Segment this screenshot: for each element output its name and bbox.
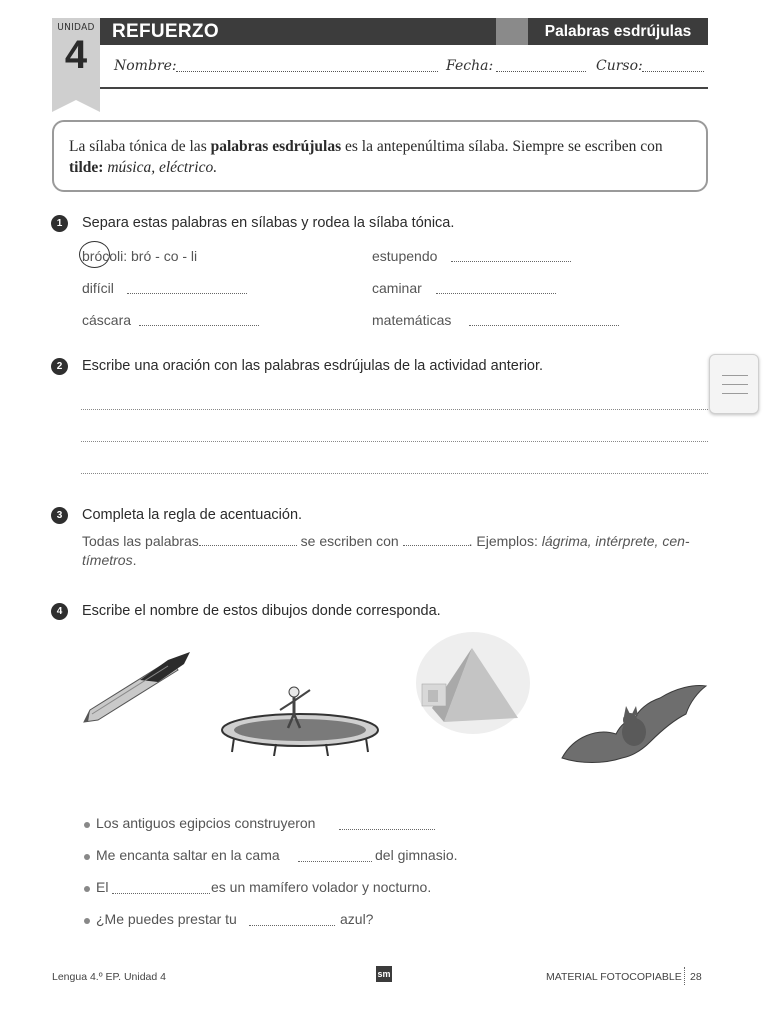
header-rule — [100, 87, 708, 89]
topic-title: Palabras esdrújulas — [528, 18, 708, 45]
example-word: brócoli: bró - co - li — [82, 248, 198, 264]
answer-blank-caminar[interactable] — [436, 293, 556, 294]
publisher-logo: sm — [376, 966, 392, 982]
menu-line — [722, 384, 748, 385]
exercise-1-title: Separa estas palabras en sílabas y rodea la sílaba tónica. — [82, 215, 455, 231]
sentence-3-start: El — [96, 879, 109, 895]
sentence-4-blank[interactable] — [249, 925, 335, 926]
exercise-2-number: 2 — [51, 358, 68, 375]
course-field[interactable] — [642, 71, 704, 72]
word-dificil: difícil — [82, 280, 114, 296]
trampoline-drawing — [216, 684, 384, 756]
bullet — [84, 918, 90, 924]
rule-blank-2[interactable] — [403, 534, 469, 546]
date-label: Fecha: — [446, 58, 494, 74]
answer-blank-estupendo[interactable] — [451, 261, 571, 262]
bullet — [84, 854, 90, 860]
word-estupendo: estupendo — [372, 248, 438, 264]
sentence-1-blank[interactable] — [339, 829, 435, 830]
date-field[interactable] — [496, 71, 586, 72]
page-number: 28 — [690, 971, 702, 983]
answer-blank-cascara[interactable] — [139, 325, 259, 326]
page-title: REFUERZO — [112, 21, 219, 42]
bat-drawing — [558, 680, 710, 770]
footer-subject: Lengua 4.º EP. Unidad 4 — [52, 971, 166, 983]
word-matematicas: matemáticas — [372, 312, 452, 328]
sentence-1 — [96, 815, 315, 831]
rule-info-box — [52, 120, 708, 192]
info-text-examples: música, eléctrico. — [103, 159, 218, 176]
name-label: Nombre: — [114, 58, 177, 74]
exercise-4-title: Escribe el nombre de estos dibujos donde corresponda. — [82, 603, 441, 619]
info-text-bold-2: tilde: — [69, 159, 104, 176]
rule-blank-1[interactable] — [199, 534, 297, 546]
rule-part-1: Todas las palabras — [82, 533, 199, 549]
unit-tab — [52, 18, 100, 100]
sentence-2-start: Me encanta saltar en la cama — [96, 847, 280, 863]
rule-period: . — [132, 552, 137, 568]
unit-number: 4 — [64, 33, 88, 77]
info-text-2: es la antepenúltima sílaba. Siempre se escriben con — [341, 138, 663, 155]
footer-separator — [684, 967, 685, 985]
exercise-4-number: 4 — [51, 603, 68, 620]
sentence-4-end: azul? — [340, 911, 374, 927]
menu-line — [722, 375, 748, 376]
course-label: Curso: — [596, 58, 643, 74]
rule-part-3: . Ejemplos: — [468, 533, 542, 549]
exercise-1-number: 1 — [51, 215, 68, 232]
unit-label: UNIDAD — [57, 22, 95, 33]
bullet — [84, 886, 90, 892]
writing-line-1[interactable] — [81, 409, 708, 410]
menu-line — [722, 393, 748, 394]
exercise-3-number: 3 — [51, 507, 68, 524]
pyramid-drawing — [414, 630, 532, 736]
word-cascara: cáscara — [82, 312, 132, 328]
student-info-row — [100, 58, 708, 80]
answer-blank-matematicas[interactable] — [469, 325, 619, 326]
info-text-1: La sílaba tónica de las — [69, 138, 211, 155]
accent-rule-text — [82, 532, 710, 570]
sentence-4-start: ¿Me puedes prestar tu — [96, 911, 237, 927]
name-field[interactable] — [176, 71, 438, 72]
sentence-2-end: del gimnasio. — [375, 847, 458, 863]
side-menu-tab[interactable] — [709, 354, 759, 414]
rule-examples-2: tímetros — [82, 552, 133, 568]
exercise-3-title: Completa la regla de acentuación. — [82, 507, 303, 523]
rule-part-2: se escriben con — [300, 533, 399, 549]
sentence-3-end: es un mamífero volador y nocturno. — [211, 879, 432, 895]
writing-line-3[interactable] — [81, 473, 708, 474]
exercise-2-title: Escribe una oración con las palabras esdrújulas de la actividad anterior. — [82, 358, 544, 374]
bullet — [84, 822, 90, 828]
sentence-3-blank[interactable] — [112, 893, 210, 894]
sentence-1-text: Los antiguos egipcios construyeron — [96, 815, 316, 831]
answer-blank-dificil[interactable] — [127, 293, 247, 294]
writing-line-2[interactable] — [81, 441, 708, 442]
footer-material: MATERIAL FOTOCOPIABLE — [546, 971, 682, 983]
info-text-bold-1: palabras esdrújulas — [210, 138, 342, 155]
pen-drawing — [80, 648, 192, 728]
word-caminar: caminar — [372, 280, 422, 296]
rule-examples-1: lágrima, intérprete, cen- — [541, 533, 690, 549]
header-bar — [100, 18, 708, 45]
header-divider — [496, 18, 528, 45]
sentence-2-blank[interactable] — [298, 861, 372, 862]
